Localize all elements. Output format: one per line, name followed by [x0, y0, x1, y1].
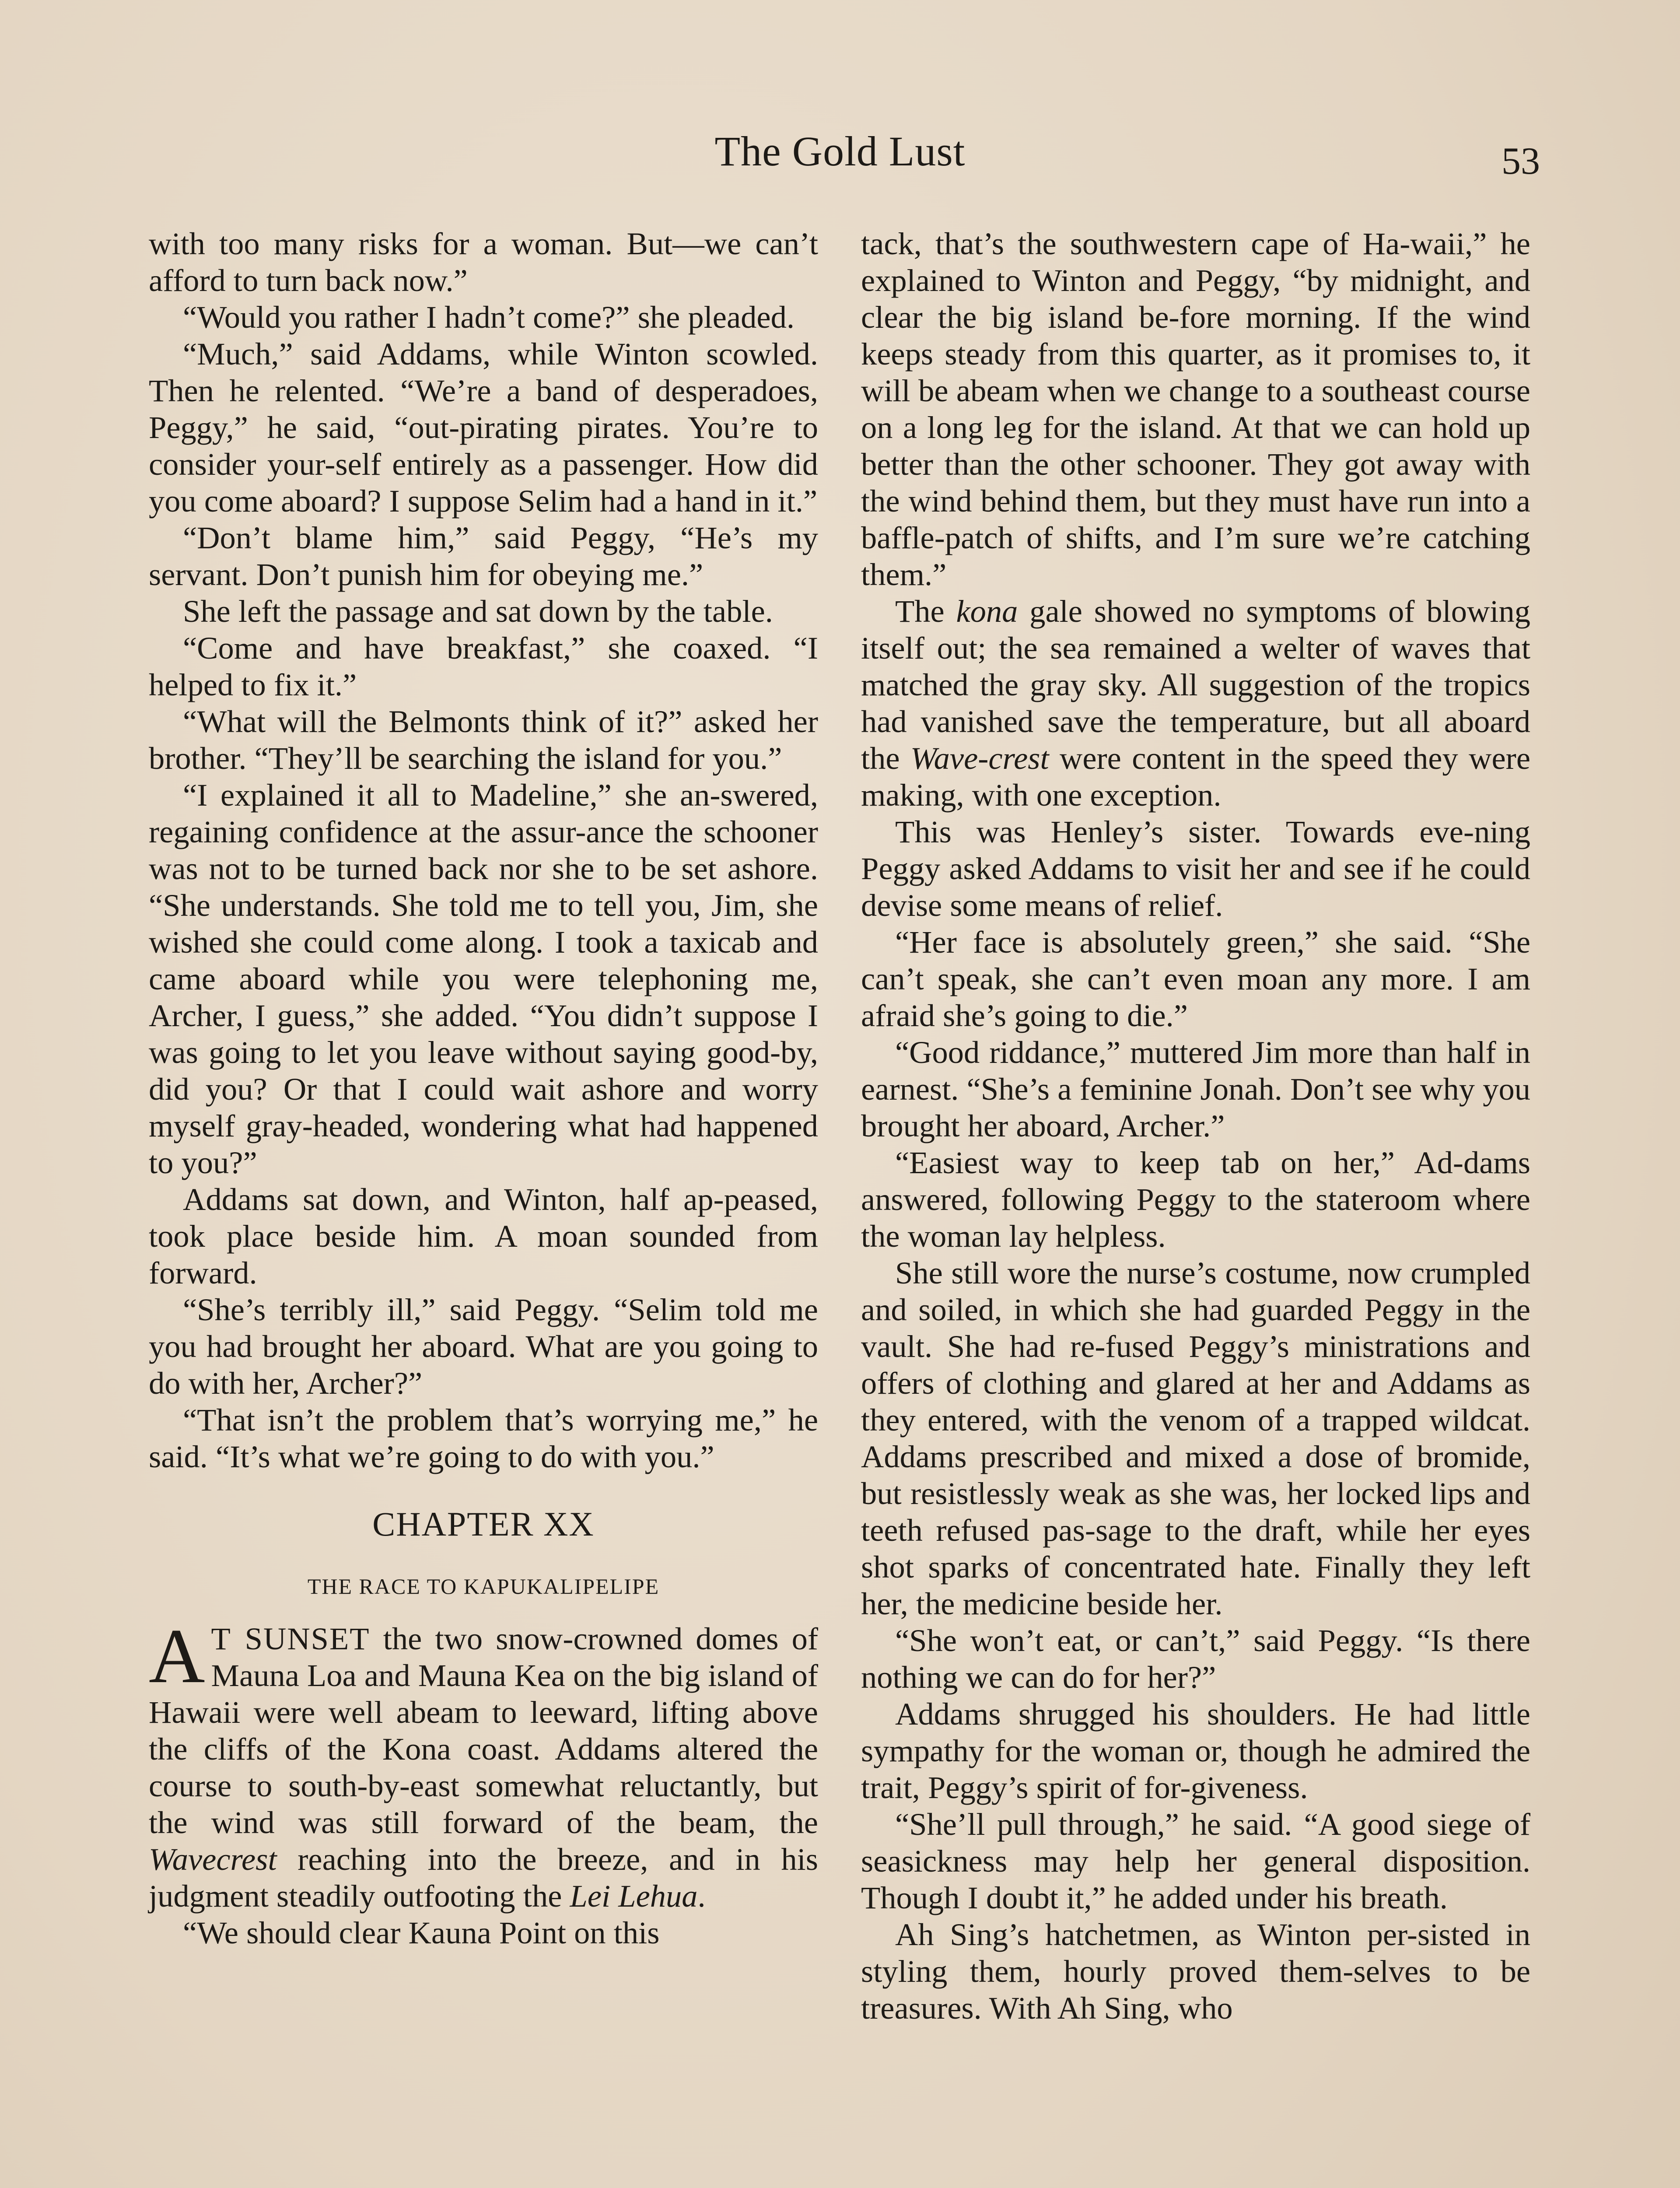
- paragraph: She still wore the nurse’s costume, now crumpled and soiled, in which she had guarded Peggy in the vault. She had re-fused Peggy’s ministrations and offers of clothing and glared at her and Addams as they entered, with the venom of a trapped wildcat. Addams prescribed and mixed a dose of bromide, but resistlessly weak as she was, her locked lips and teeth refused pas-sage to the draft, while her eyes shot sparks of concentrated hate. Finally they left her, the medicine beside her.: [861, 1255, 1530, 1621]
- paragraph: “Good riddance,” muttered Jim more than half in earnest. “She’s a feminine Jonah. Don’t see why you brought her aboard, Archer.”: [861, 1034, 1530, 1143]
- opening-text: the two snow-crowned domes of Mauna Loa and Mauna Kea on the big island of Hawaii were well abeam to leeward, lifting above the cliffs of the Kona coast. Addams altered the course to south-by-east somewhat reluctantly, but the wind was still forward of the beam, the: [149, 1621, 819, 1840]
- opening-text-mid: reaching into the breeze, and in his judgment steadily outfooting the: [149, 1841, 818, 1914]
- running-title: The Gold Lust: [714, 128, 966, 175]
- ship-name: Wave-crest: [910, 740, 1049, 776]
- left-column: [149, 225, 818, 1951]
- paragraph: “Don’t blame him,” said Peggy, “He’s my servant. Don’t punish him for obeying me.”: [149, 520, 818, 592]
- paragraph: “Come and have breakfast,” she coaxed. “I helped to fix it.”: [149, 630, 818, 702]
- paragraph: “Her face is absolutely green,” she said. “She can’t speak, she can’t even moan any more. I am afraid she’s going to die.”: [861, 924, 1530, 1033]
- text: gale showed no symptoms of blowing itself out; the sea remained a welter of waves that matched the gray sky. All suggestion of the tropics had vanished save the temperature, but all aboard the: [861, 593, 1530, 776]
- opening-text-end: .: [697, 1878, 706, 1914]
- paragraph: “She’ll pull through,” he said. “A good siege of seasickness may help her general disposition. Though I doubt it,” he added under his breath.: [861, 1806, 1530, 1915]
- paragraph: tack, that’s the southwestern cape of Ha-waii,” he explained to Winton and Peggy, “by midnight, and clear the big island be-fore morning. If the wind keeps steady from this quarter, as it promises to, it will be abeam when we change to a southeast course on a long leg for the island. At that we can hold up better than the other schooner. They got away with the wind behind them, but they must have run into a baffle-patch of shifts, and I’m sure we’re catching them.”: [861, 226, 1530, 592]
- paragraph: “That isn’t the problem that’s worrying me,” he said. “It’s what we’re going to do with you.”: [149, 1402, 818, 1474]
- paragraph: Ah Sing’s hatchetmen, as Winton per-sisted in styling them, hourly proved them-selves to be treasures. With Ah Sing, who: [861, 1917, 1530, 2026]
- text: The: [895, 593, 956, 629]
- chapter-subtitle: THE RACE TO KAPUKALIPELIPE: [307, 1574, 660, 1599]
- page-number: 53: [1502, 140, 1540, 182]
- paragraph: with too many risks for a woman. But—we can’t afford to turn back now.”: [149, 226, 818, 298]
- paragraph: “She won’t eat, or can’t,” said Peggy. “Is there nothing we can do for her?”: [861, 1623, 1530, 1695]
- paragraph: “We should clear Kauna Point on this: [183, 1915, 660, 1950]
- rival-ship-name: Lei Lehua: [570, 1878, 698, 1914]
- opening-words: T SUNSET: [211, 1621, 370, 1656]
- paragraph: Addams sat down, and Winton, half ap-peased, took place beside him. A moan sounded from forward.: [149, 1182, 818, 1290]
- chapter-title: CHAPTER XX: [372, 1505, 595, 1543]
- paragraph: “She’s terribly ill,” said Peggy. “Selim told me you had brought her aboard. What are you going to do with her, Archer?”: [149, 1292, 818, 1401]
- right-column: [861, 225, 1530, 2027]
- text: were content in the speed they were making, with one exception.: [861, 740, 1531, 813]
- paragraph: “I explained it all to Madeline,” she an-swered, regaining confidence at the assur-ance the schooner was not to be turned back nor she to be set ashore. “She understands. She told me to tell you, Jim, she wished she could come along. I took a taxicab and came aboard while you were telephoning me, Archer, I guess,” she added. “You didn’t suppose I was going to let you leave without saying good-by, did you? Or that I could wait ashore and worry myself gray-headed, wondering what had happened to you?”: [149, 777, 818, 1180]
- italic-word: kona: [956, 593, 1018, 629]
- paragraph: She left the passage and sat down by the table.: [183, 593, 773, 629]
- paragraph: “Easiest way to keep tab on her,” Ad-dams answered, following Peggy to the stateroom where the woman lay helpless.: [861, 1145, 1530, 1254]
- drop-cap: A: [149, 1613, 205, 1699]
- ship-name: Wavecrest: [149, 1841, 277, 1877]
- paragraph-kona-gale: [861, 593, 1530, 813]
- paragraph: “Much,” said Addams, while Winton scowled. Then he relented. “We’re a band of desperadoes, Peggy,” he said, “out-pirating pirates. You’re to consider your-self entirely as a passenger. How did you come aboard? I suppose Selim had a hand in it.”: [149, 336, 818, 519]
- paragraph: Addams shrugged his shoulders. He had little sympathy for the woman or, though he admired the trait, Peggy’s spirit of for-giveness.: [861, 1696, 1530, 1805]
- paragraph: “What will the Belmonts think of it?” asked her brother. “They’ll be searching the island for you.”: [149, 704, 818, 776]
- chapter-opening-paragraph: [149, 1613, 819, 1914]
- paragraph: This was Henley’s sister. Towards eve-ning Peggy asked Addams to visit her and see if he could devise some means of relief.: [861, 814, 1530, 923]
- paragraph: “Would you rather I hadn’t come?” she pleaded.: [183, 299, 794, 335]
